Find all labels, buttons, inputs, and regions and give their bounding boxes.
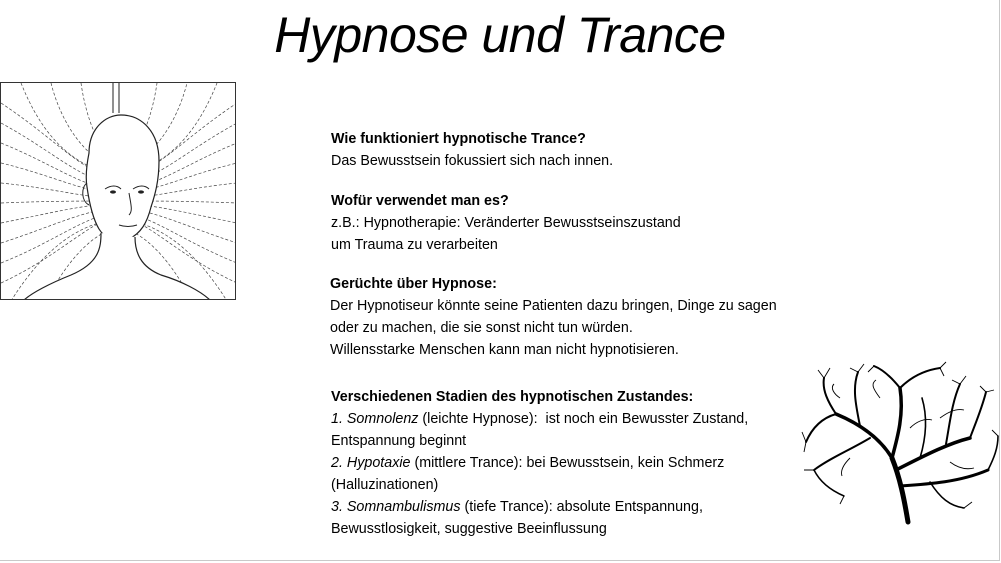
section-text: Willensstarke Menschen kann man nicht hypnotisieren. [330,342,679,358]
stage-description: (mittlere Trance): bei Bewusstsein, kein Schmerz [410,455,725,471]
stage-3 [331,496,748,518]
slide-title: Hypnose und Trance [274,7,726,63]
section-text: oder zu machen, die sie sonst nicht tun würden. [330,320,633,336]
hypnosis-head-illustration-icon [0,82,236,300]
section-how-it-works [331,128,613,172]
brain-tree-silhouette-icon [800,358,1000,526]
section-text: um Trauma zu verarbeiten [331,237,498,253]
section-text: Das Bewusstsein fokussiert sich nach innen. [331,153,614,169]
section-text: z.B.: Hypnotherapie: Veränderter Bewusstseinszustand [331,215,681,231]
stage-1-continued: Entspannung beginnt [331,433,467,449]
stage-name: 3. Somnambulismus [331,499,461,515]
section-text: Der Hypnotiseur könnte seine Patienten dazu bringen, Dinge zu sagen [330,298,777,314]
section-heading: Verschiedenen Stadien des hypnotischen Zustandes: [331,389,694,405]
stage-description: (leichte Hypnose): ist noch ein Bewusster Zustand, [418,411,749,427]
stage-name: 1. Somnolenz [331,411,419,427]
section-heading: Gerüchte über Hypnose: [330,276,497,292]
section-usage [331,190,681,256]
stage-2 [331,452,748,474]
section-stages [331,386,748,540]
section-heading: Wie funktioniert hypnotische Trance? [331,131,586,147]
section-heading: Wofür verwendet man es? [331,193,509,209]
stage-1 [331,408,748,430]
section-rumors [330,273,777,361]
stage-2-continued: (Halluzinationen) [331,477,439,493]
stage-3-continued: Bewusstlosigkeit, suggestive Beeinflussung [331,521,607,537]
stage-name: 2. Hypotaxie [331,455,411,471]
stage-description: (tiefe Trance): absolute Entspannung, [460,499,703,515]
